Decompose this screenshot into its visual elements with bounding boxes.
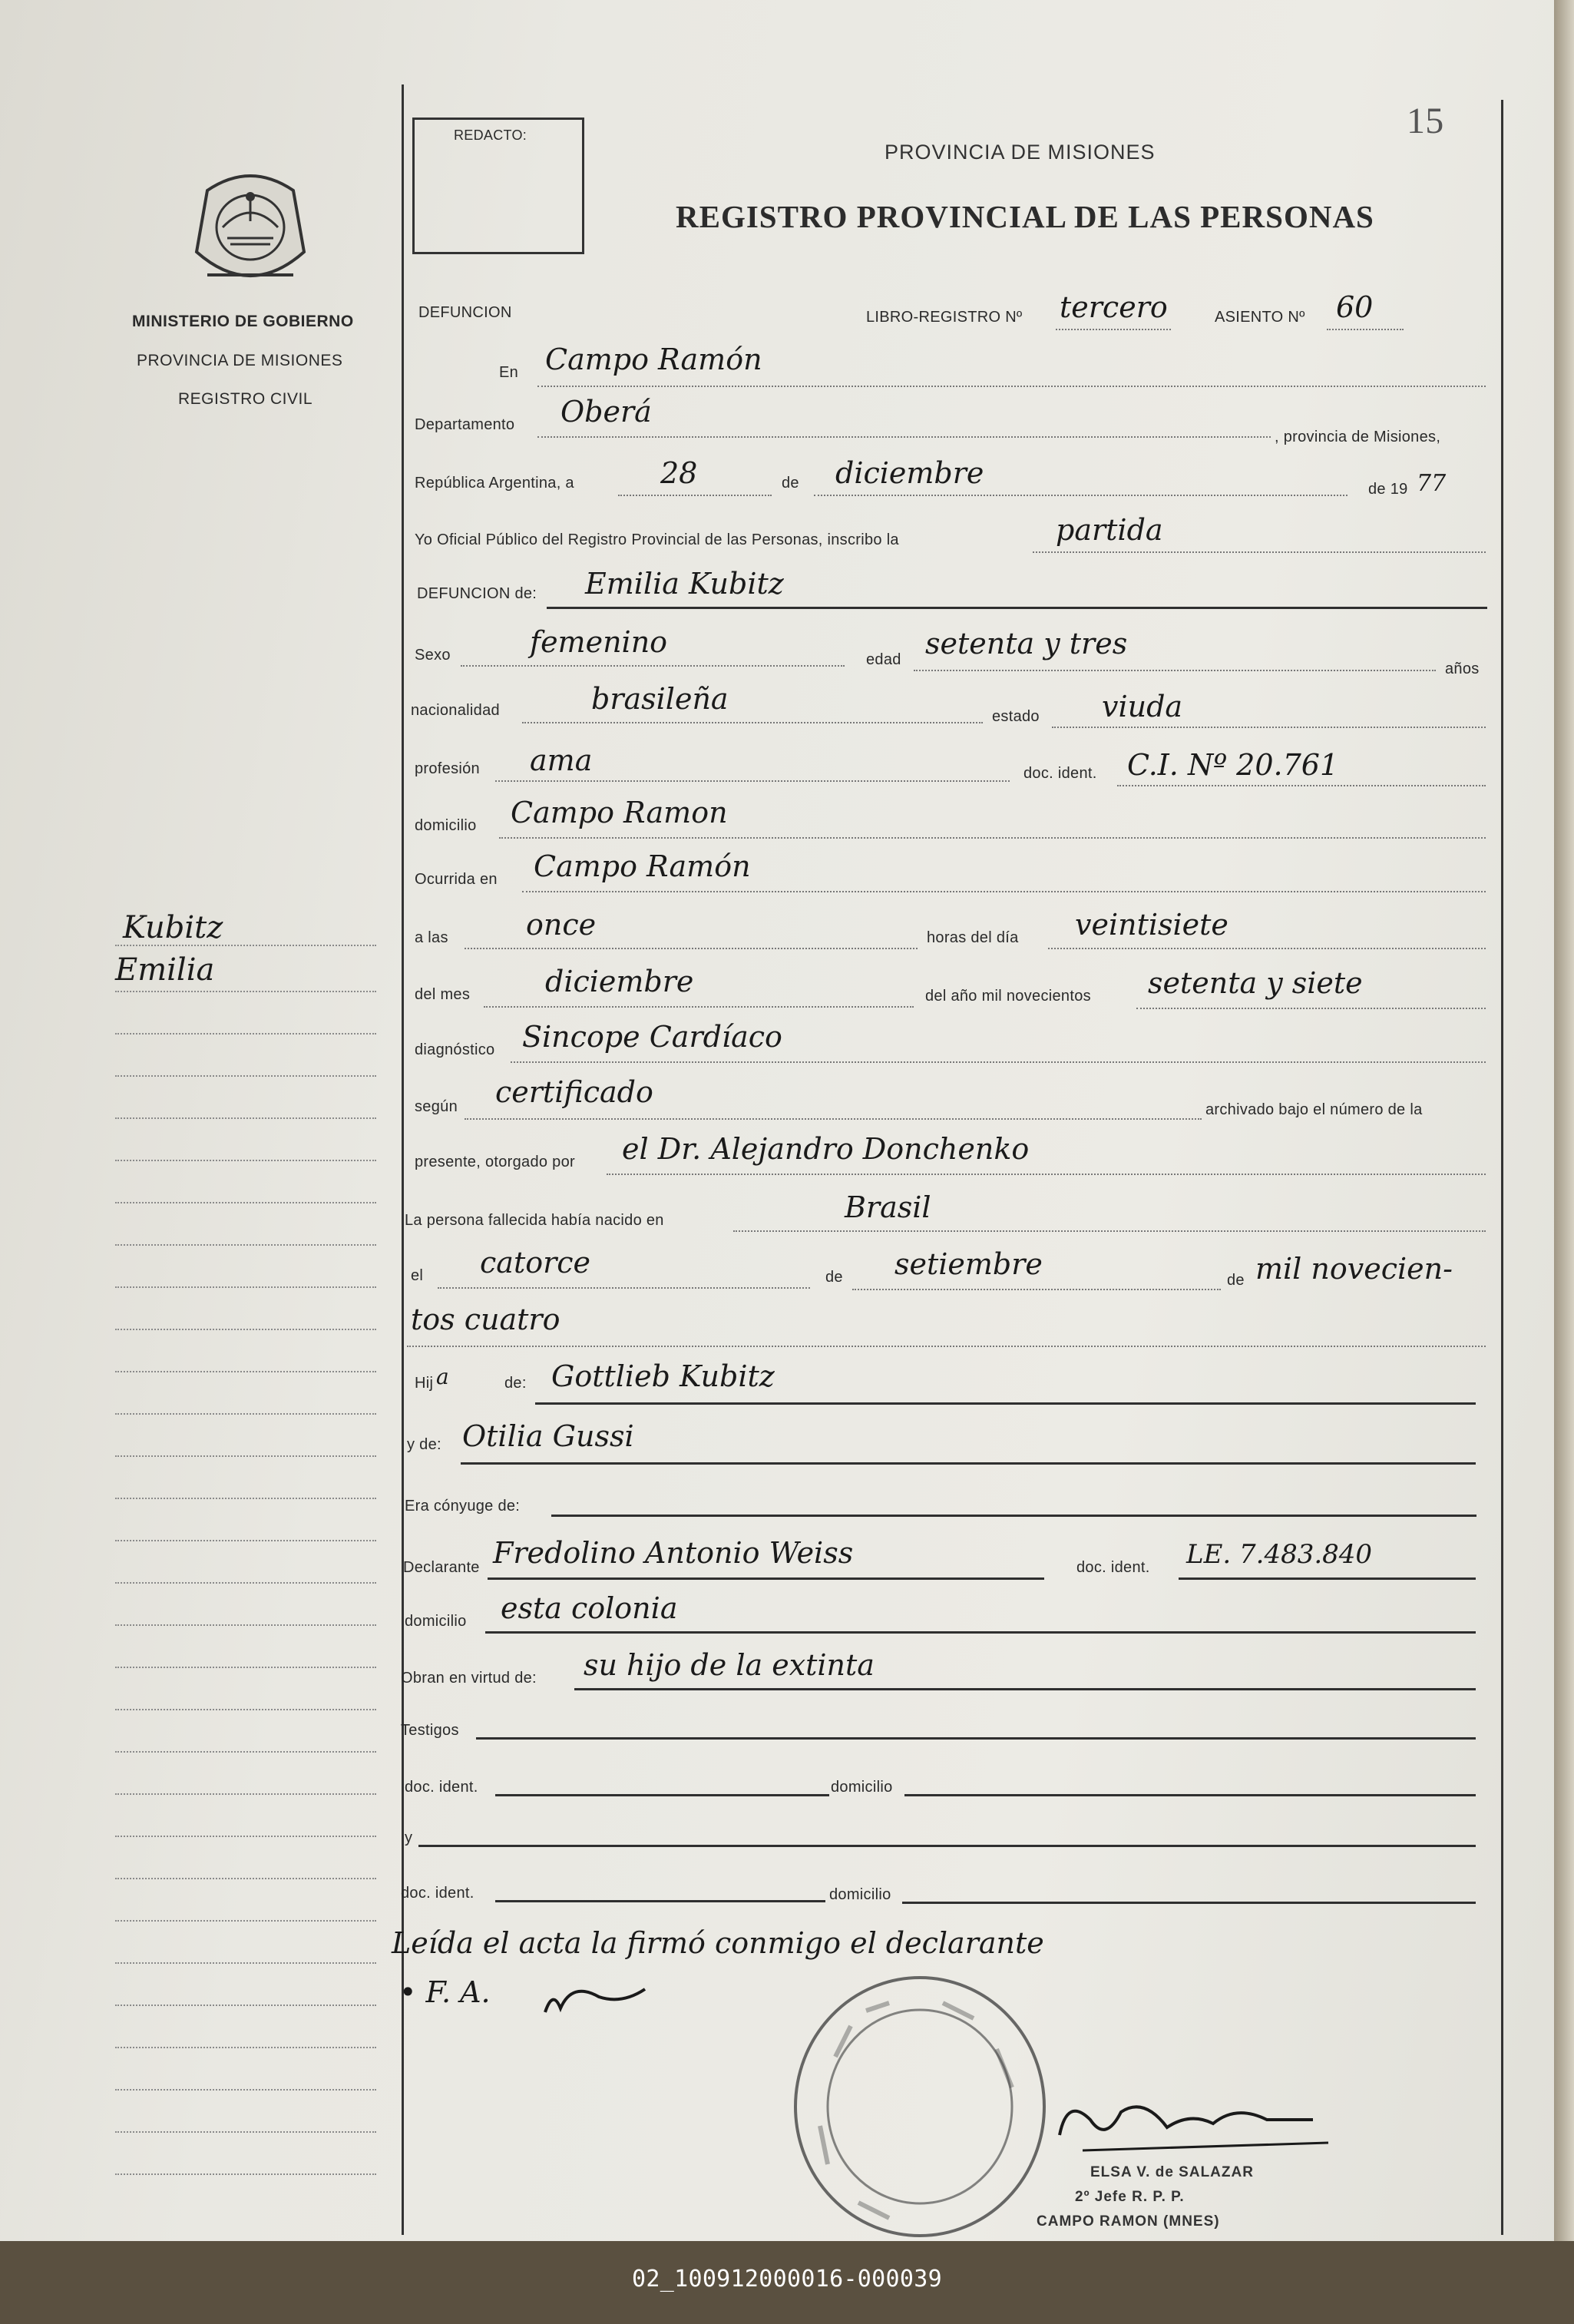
del-mes-value: diciembre	[545, 965, 694, 998]
margin-rule	[115, 2173, 376, 2175]
province-title: PROVINCIA DE MISIONES	[885, 141, 1156, 164]
nacionalidad-label: nacionalidad	[411, 702, 500, 719]
el-line	[438, 1287, 810, 1289]
de-label: de	[782, 475, 799, 492]
anios-label: años	[1445, 660, 1480, 677]
domicilio-line	[499, 837, 1486, 839]
ministry-name: MINISTERIO DE GOBIERNO	[132, 313, 354, 330]
margin-rule	[115, 1962, 376, 1964]
ministry-province: PROVINCIA DE MISIONES	[137, 352, 343, 369]
margin-rule	[115, 1413, 376, 1415]
margin-rule	[115, 1709, 376, 1710]
en-line	[537, 386, 1486, 387]
decl-doc-label: doc. ident.	[1076, 1559, 1150, 1576]
margin-rule	[115, 991, 376, 992]
profesion-value: ama	[530, 743, 593, 777]
obran-line	[574, 1688, 1476, 1690]
obran-label: Obran en virtud de:	[401, 1670, 537, 1687]
nacido-line	[733, 1230, 1486, 1232]
redacto-label: REDACTO:	[454, 127, 527, 143]
del-mes-line	[484, 1006, 914, 1008]
anio-mil-value: setenta y siete	[1148, 966, 1363, 1000]
obran-value: su hijo de la extinta	[584, 1648, 875, 1682]
margin-rule	[115, 1751, 376, 1753]
a-las-label: a las	[415, 929, 448, 946]
witness1-doc-line	[495, 1794, 829, 1796]
closing-statement: Leída el acta la firmó conmigo el declarante	[392, 1926, 1044, 1960]
mes-value: diciembre	[835, 456, 984, 490]
witness-y-label: y	[405, 1829, 413, 1846]
asiento-line	[1327, 329, 1404, 330]
doc-ident-line	[1117, 785, 1486, 786]
mes-line	[814, 495, 1347, 496]
ministry-registry: REGISTRO CIVIL	[178, 390, 313, 408]
registrar-title: 2º Jefe R. P. P.	[1075, 2189, 1185, 2205]
testigos-label: Testigos	[401, 1722, 459, 1739]
libro-label: LIBRO-REGISTRO Nº	[866, 309, 1023, 326]
margin-rule	[115, 2131, 376, 2133]
witness1-doc-label: doc. ident.	[405, 1779, 478, 1796]
hija-de-label: de:	[504, 1375, 527, 1392]
horas-value: veintisiete	[1075, 908, 1228, 942]
official-stamp	[789, 1972, 1050, 2241]
a-las-line	[465, 948, 918, 949]
madre-value: Otilia Gussi	[462, 1419, 634, 1453]
nacido-label: La persona fallecida había nacido en	[405, 1212, 664, 1229]
segun-value: certificado	[495, 1075, 653, 1109]
decl-doc-line	[1179, 1577, 1476, 1580]
closing-initials: • F. A.	[399, 1975, 491, 2009]
domicilio-value: Campo Ramon	[511, 796, 728, 829]
margin-rule	[115, 1793, 376, 1795]
record-type-label: DEFUNCION	[418, 304, 512, 321]
hija-suffix: a	[436, 1364, 449, 1389]
en-value: Campo Ramón	[545, 343, 762, 376]
left-border-rule	[402, 84, 404, 2235]
declarante-label: Declarante	[403, 1559, 480, 1576]
margin-rule	[115, 1202, 376, 1203]
horas-line	[1048, 948, 1486, 949]
doc-ident-value: C.I. Nº 20.761	[1127, 748, 1339, 782]
nombre-line	[547, 607, 1487, 609]
oficial-value: partida	[1056, 513, 1163, 547]
margin-rule	[115, 1117, 376, 1119]
profesion-line	[495, 780, 1010, 782]
witness2-doc-line	[495, 1900, 825, 1902]
diagnostico-label: diagnóstico	[415, 1041, 495, 1058]
padre-line	[535, 1402, 1476, 1405]
witness1-dom-line	[904, 1794, 1476, 1796]
margin-rule	[115, 1244, 376, 1246]
anio-value: 77	[1417, 470, 1447, 497]
conyuge-label: Era cónyuge de:	[405, 1498, 521, 1515]
declarant-signature-mark	[530, 1966, 683, 2028]
presente-value: el Dr. Alejandro Donchenko	[622, 1132, 1030, 1166]
padre-value: Gottlieb Kubitz	[551, 1359, 775, 1393]
ocurrida-line	[522, 891, 1486, 892]
ocurrida-value: Campo Ramón	[534, 849, 751, 883]
asiento-value: 60	[1336, 290, 1374, 324]
oficial-text: Yo Oficial Público del Registro Provincial de las Personas, inscribo la	[415, 531, 899, 548]
witness2-line	[418, 1845, 1476, 1847]
horas-label: horas del día	[927, 929, 1019, 946]
el-label: el	[411, 1267, 424, 1284]
estado-label: estado	[992, 708, 1040, 725]
edad-value: setenta y tres	[925, 627, 1128, 660]
nombre-value: Emilia Kubitz	[585, 567, 784, 601]
profesion-label: profesión	[415, 760, 480, 777]
edad-line	[914, 670, 1436, 671]
margin-rule	[115, 1075, 376, 1077]
nacido-value: Brasil	[845, 1190, 931, 1224]
decl-domicilio-line	[485, 1631, 1476, 1634]
libro-value: tercero	[1060, 290, 1168, 324]
dia-line	[618, 495, 772, 496]
decl-domicilio-value: esta colonia	[501, 1591, 678, 1625]
hija-label: Hij	[415, 1375, 434, 1392]
continuation-line	[407, 1346, 1486, 1347]
margin-rule	[115, 2047, 376, 2048]
departamento-label: Departamento	[415, 416, 515, 433]
republica-label: República Argentina, a	[415, 475, 574, 492]
margin-note-surname: Kubitz	[123, 910, 223, 945]
ocurrida-label: Ocurrida en	[415, 871, 498, 888]
de-anio-label: de 19	[1368, 481, 1408, 498]
de-line-2	[852, 1289, 1221, 1290]
margin-rule	[115, 1455, 376, 1457]
archivado-label: archivado bajo el número de la	[1205, 1101, 1423, 1118]
edad-label: edad	[866, 651, 901, 668]
margin-rule	[115, 1160, 376, 1161]
estado-line	[1052, 727, 1486, 728]
margin-rule	[115, 2089, 376, 2091]
witness1-dom-label: domicilio	[831, 1779, 893, 1796]
decl-doc-value: LE. 7.483.840	[1186, 1539, 1373, 1570]
testigos-line	[476, 1737, 1476, 1740]
margin-rule	[115, 1329, 376, 1330]
margin-rule	[115, 1836, 376, 1837]
witness2-dom-line	[902, 1902, 1476, 1904]
margin-rule	[115, 2005, 376, 2006]
margin-rule	[115, 1582, 376, 1584]
anio-mil-label: del año mil novecientos	[925, 988, 1091, 1005]
tos-value: tos cuatro	[411, 1303, 560, 1336]
doc-ident-label: doc. ident.	[1023, 765, 1097, 782]
de-label-2: de	[825, 1269, 843, 1286]
departamento-line	[537, 436, 1271, 438]
anio-mil-line	[1136, 1008, 1486, 1009]
nacionalidad-value: brasileña	[591, 682, 729, 716]
sexo-line	[461, 665, 845, 667]
diagnostico-value: Sincope Cardíaco	[522, 1020, 782, 1054]
margin-note-given-name: Emilia	[115, 952, 215, 988]
departamento-value: Oberá	[560, 395, 652, 429]
y-de-label: y de:	[407, 1436, 441, 1453]
margin-rule	[115, 1878, 376, 1879]
defuncion-de-label: DEFUNCION de:	[417, 585, 537, 602]
de-label-3: de	[1227, 1272, 1245, 1289]
del-mes-label: del mes	[415, 986, 471, 1003]
segun-line	[465, 1118, 1202, 1120]
de-value-3: mil novecien-	[1255, 1252, 1453, 1286]
margin-rule	[115, 1624, 376, 1626]
binder-edge	[1554, 0, 1574, 2241]
witness2-dom-label: domicilio	[829, 1886, 891, 1903]
a-las-value: once	[526, 908, 597, 942]
page-number: 15	[1407, 101, 1444, 141]
sexo-label: Sexo	[415, 647, 451, 664]
segun-label: según	[415, 1098, 458, 1115]
provincial-coat-of-arms-icon	[192, 167, 309, 292]
sexo-value: femenino	[530, 625, 668, 659]
nacionalidad-line	[522, 722, 983, 723]
presente-line	[607, 1174, 1486, 1175]
de-value-2: setiembre	[894, 1247, 1043, 1281]
declarante-line	[488, 1577, 1044, 1580]
estado-value: viuda	[1102, 690, 1183, 723]
registry-title: REGISTRO PROVINCIAL DE LAS PERSONAS	[676, 199, 1374, 234]
conyuge-line	[551, 1515, 1476, 1517]
provincia-suffix: , provincia de Misiones,	[1275, 429, 1441, 445]
margin-rule	[115, 1920, 376, 1922]
margin-rule	[115, 945, 376, 946]
oficial-line	[1033, 551, 1486, 553]
margin-rule	[115, 1498, 376, 1499]
decl-domicilio-label: domicilio	[405, 1613, 467, 1630]
el-value: catorce	[480, 1246, 591, 1280]
witness2-doc-label: doc. ident.	[401, 1885, 475, 1902]
declarante-value: Fredolino Antonio Weiss	[493, 1536, 854, 1570]
registrar-name: ELSA V. de SALAZAR	[1090, 2164, 1254, 2180]
dia-value: 28	[660, 456, 698, 490]
margin-rule	[115, 1286, 376, 1288]
registrar-signature	[1037, 2089, 1344, 2158]
registrar-location: CAMPO RAMON (MNES)	[1037, 2213, 1220, 2230]
margin-rule	[115, 1033, 376, 1035]
libro-line	[1056, 329, 1171, 330]
image-identifier: 02_100912000016-000039	[632, 2266, 942, 2293]
en-label: En	[499, 364, 519, 381]
right-border-rule	[1501, 100, 1503, 2235]
margin-rule	[115, 1371, 376, 1372]
asiento-label: ASIENTO Nº	[1215, 309, 1305, 326]
margin-rule	[115, 1540, 376, 1541]
domicilio-label: domicilio	[415, 817, 477, 834]
madre-line	[461, 1462, 1476, 1465]
diagnostico-line	[511, 1061, 1486, 1063]
margin-rule	[115, 1667, 376, 1668]
presente-label: presente, otorgado por	[415, 1154, 575, 1170]
